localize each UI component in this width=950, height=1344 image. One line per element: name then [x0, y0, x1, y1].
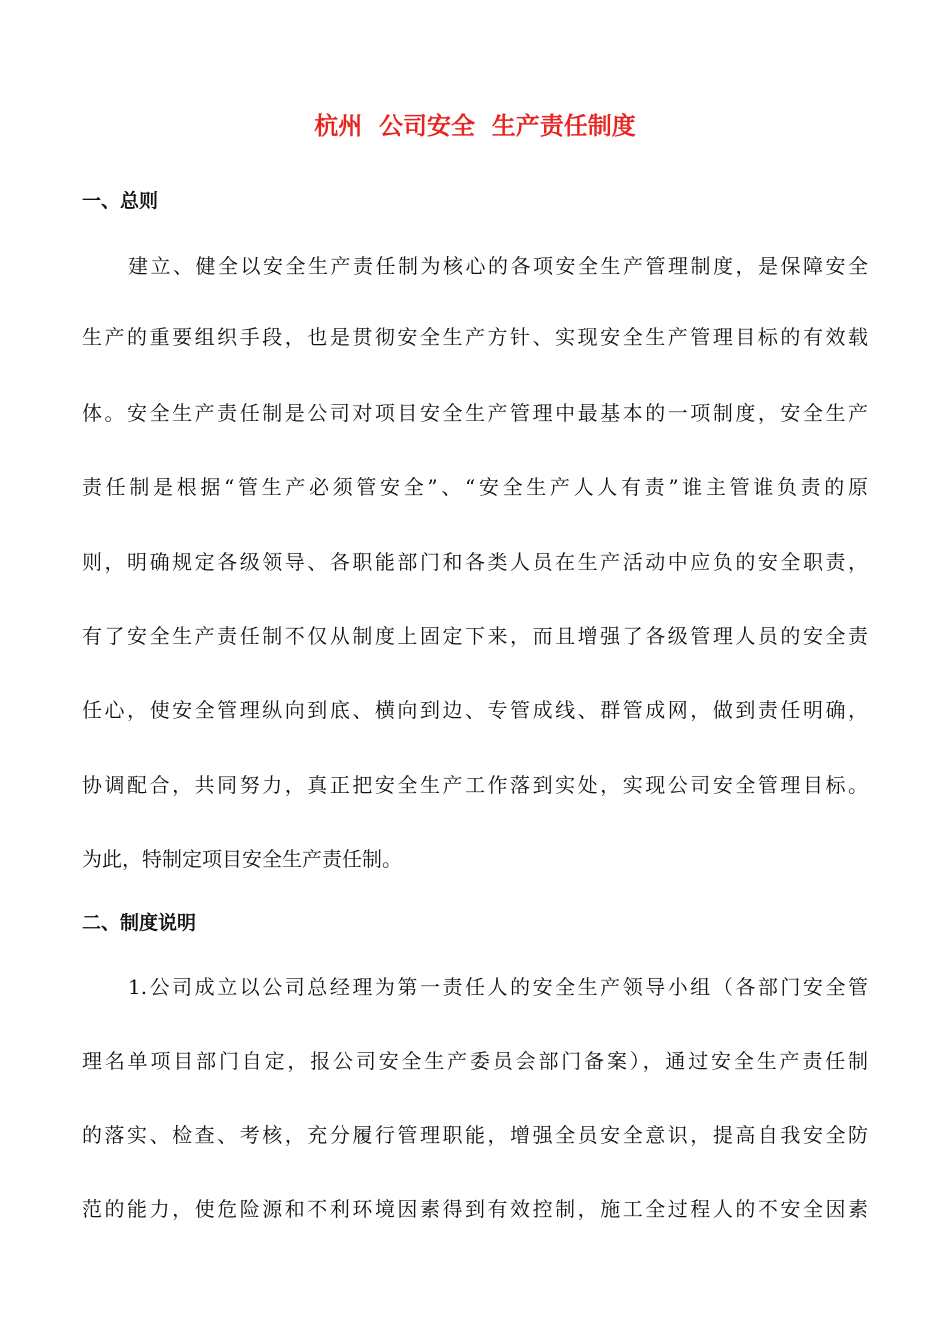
paragraph-line: 责任制是根据“管生产必须管安全”、“安全生产人人有责”谁主管谁负责的原: [82, 475, 868, 499]
section-heading-policy: 二、制度说明: [82, 912, 197, 934]
paragraph-line: 则，明确规定各级领导、各职能部门和各类人员在生产活动中应负的安全职责，: [82, 550, 868, 574]
document-title: 杭州 公司安全 生产责任制度: [314, 112, 636, 140]
paragraph-line: 范的能力，使危险源和不利环境因素得到有效控制，施工全过程人的不安全因素: [82, 1197, 868, 1221]
paragraph-line: 生产的重要组织手段，也是贯彻安全生产方针、实现安全生产管理目标的有效载: [82, 325, 868, 349]
paragraph-line: 的落实、检查、考核，充分履行管理职能，增强全员安全意识，提高自我安全防: [82, 1123, 868, 1147]
section-heading-general: 一、总则: [82, 190, 159, 212]
paragraph-line: 1.公司成立以公司总经理为第一责任人的安全生产领导小组（各部门安全管: [128, 975, 868, 999]
paragraph-line: 建立、健全以安全生产责任制为核心的各项安全生产管理制度，是保障安全: [128, 254, 868, 278]
paragraph-line: 理名单项目部门自定，报公司安全生产委员会部门备案），通过安全生产责任制: [82, 1049, 868, 1073]
paragraph-line: 协调配合，共同努力，真正把安全生产工作落到实处，实现公司安全管理目标。: [82, 773, 868, 797]
paragraph-line: 体。安全生产责任制是公司对项目安全生产管理中最基本的一项制度，安全生产: [82, 401, 868, 425]
paragraph-line: 任心，使安全管理纵向到底、横向到边、专管成线、群管成网，做到责任明确，: [82, 698, 868, 722]
paragraph-line: 为此，特制定项目安全生产责任制。: [82, 847, 402, 871]
paragraph-line: 有了安全生产责任制不仅从制度上固定下来，而且增强了各级管理人员的安全责: [82, 624, 868, 648]
